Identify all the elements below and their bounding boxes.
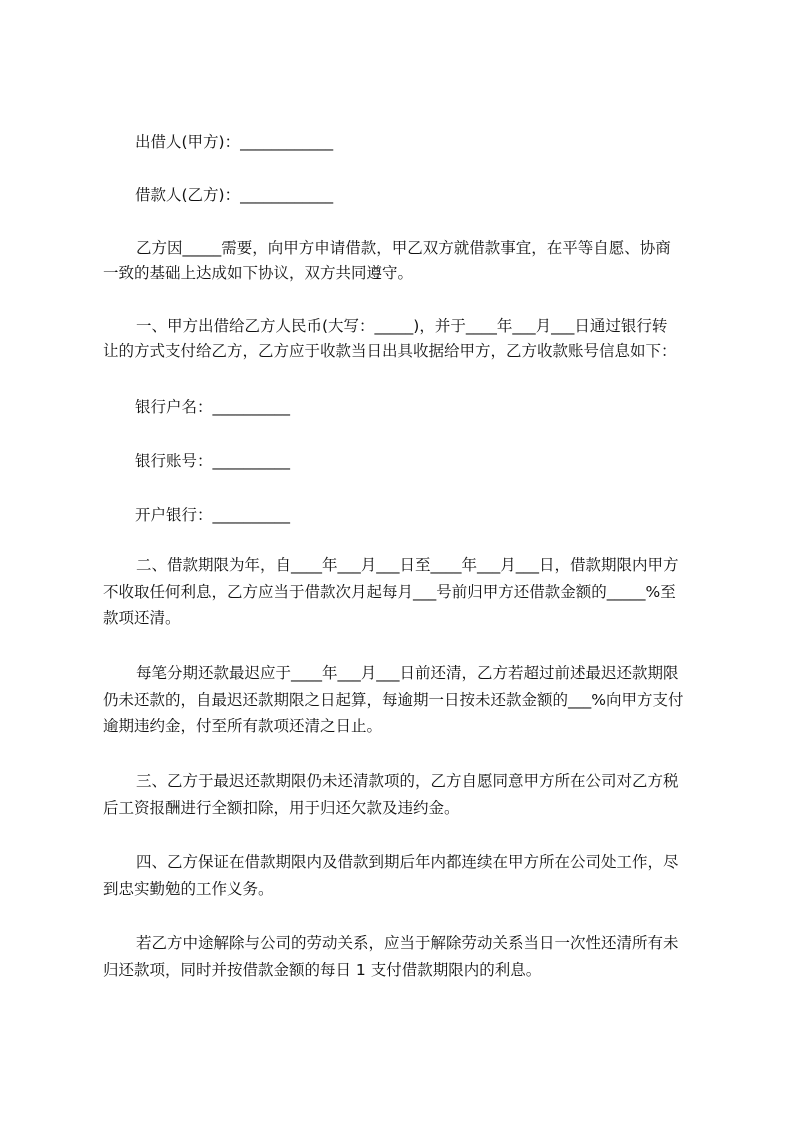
lender-field: 出借人(甲方)：____________ [135, 133, 334, 151]
bank-account-name-field: 银行户名：__________ [135, 398, 291, 416]
clause-1-line-2: 让的方式支付给乙方，乙方应于收款当日出具收据给甲方，乙方收款账号信息如下： [103, 342, 677, 360]
installment-line-1: 每笔分期还款最迟应于____年___月___日前还清，乙方若超过前述最迟还款期限 [136, 664, 679, 682]
termination-line-2: 归还款项，同时并按借款金额的每日 1 支付借款期限内的利息。 [103, 961, 542, 979]
clause-1-line-1: 一、甲方出借给乙方人民币(大写：_____)，并于____年___月___日通过银行转 [136, 317, 668, 335]
clause-4-line-1: 四、乙方保证在借款期限内及借款到期后年内都连续在甲方所在公司处工作，尽 [136, 853, 679, 871]
clause-2-line-3: 款项还清。 [103, 609, 181, 627]
bank-account-number-field: 银行账号：__________ [135, 452, 291, 470]
clause-3-line-2: 后工资报酬进行全额扣除，用于归还欠款及违约金。 [103, 799, 460, 817]
intro-line-1: 乙方因_____需要，向甲方申请借款，甲乙双方就借款事宜，在平等自愿、协商 [136, 239, 671, 257]
clause-2-line-1: 二、借款期限为年，自____年___月___日至____年___月___日，借款期限内甲方 [136, 556, 679, 574]
bank-branch-field: 开户银行：__________ [135, 506, 291, 524]
termination-line-1: 若乙方中途解除与公司的劳动关系，应当于解除劳动关系当日一次性还清所有未 [136, 934, 679, 952]
clause-4-line-2: 到忠实勤勉的工作义务。 [103, 880, 274, 898]
installment-line-2: 仍未还款的，自最迟还款期限之日起算，每逾期一日按未还款金额的___%向甲方支付 [103, 691, 684, 709]
installment-line-3: 逾期违约金，付至所有款项还清之日止。 [103, 717, 383, 735]
borrower-field: 借款人(乙方)：____________ [135, 186, 334, 204]
intro-line-2: 一致的基础上达成如下协议，双方共同遵守。 [103, 264, 414, 282]
clause-3-line-1: 三、乙方于最迟还款期限仍未还清款项的，乙方自愿同意甲方所在公司对乙方税 [136, 772, 679, 790]
clause-2-line-2: 不收取任何利息，乙方应当于借款次月起每月___号前归甲方还借款金额的_____%至 [103, 583, 676, 601]
